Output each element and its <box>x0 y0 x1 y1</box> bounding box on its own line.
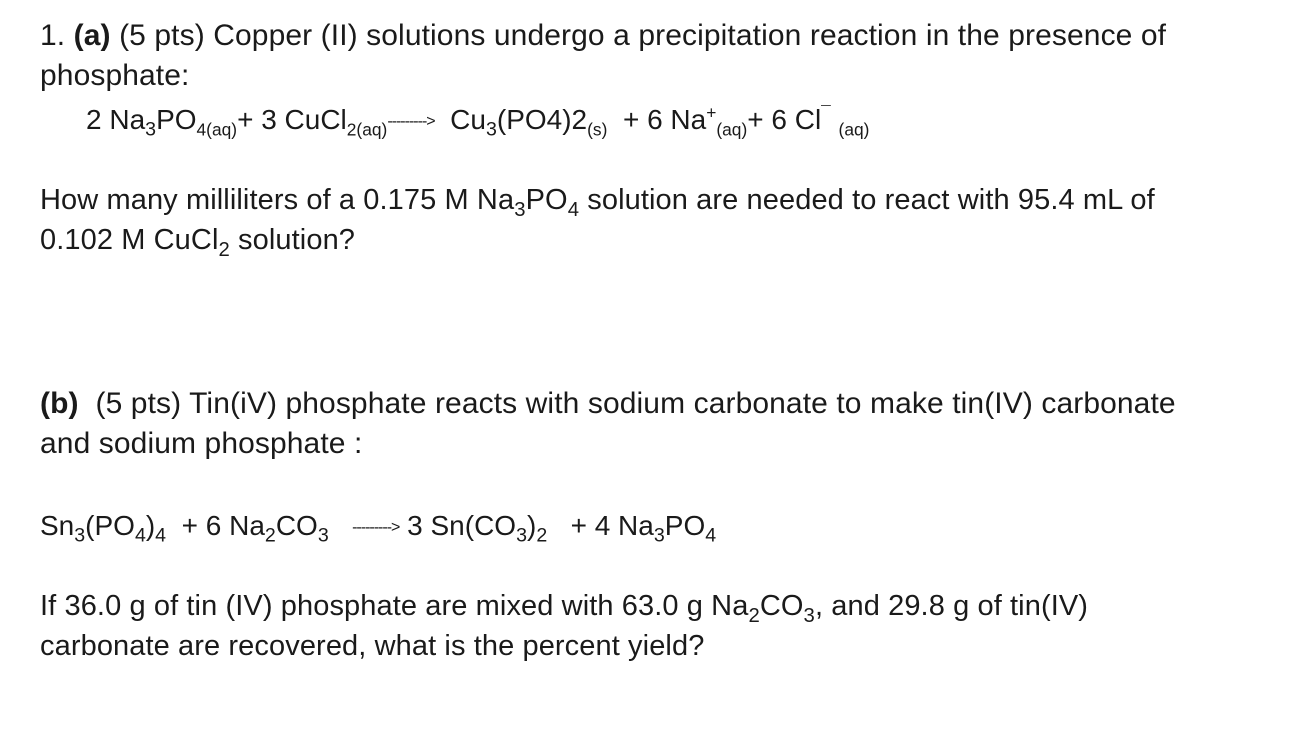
part-a-equation <box>86 100 869 145</box>
eq-b-r1-mid: (PO <box>85 510 135 541</box>
eq-b-r2-mid: CO <box>275 510 318 541</box>
eq-b-p2-mid: PO <box>664 510 706 541</box>
q-a-text-post: solution are needed to react with 95.4 mL of <box>579 184 1155 216</box>
q-b-text: If 36.0 g of tin (IV) phosphate are mixed with 63.0 g Na <box>40 590 749 622</box>
part-a-question-line1 <box>40 180 1155 220</box>
eq-b-r1-end: ) <box>145 510 156 541</box>
part-a-intro-text2: phosphate: <box>40 59 190 92</box>
eq-a-po: PO <box>156 104 197 135</box>
part-b-points: (5 pts) <box>95 387 182 420</box>
part-a-intro-text: Copper (II) solutions undergo a precipitation reaction in the presence of <box>213 19 1167 52</box>
eq-a-sub: 4(aq) <box>196 119 238 140</box>
eq-a-reactant1: 2 Na <box>86 104 146 135</box>
q-a-text: How many milliliters of a 0.175 M Na <box>40 184 515 216</box>
problem-number: 1. <box>40 19 66 52</box>
eq-b-sub: 4 <box>155 524 167 547</box>
eq-b-p1-end: ) <box>527 510 537 541</box>
part-b-equation <box>40 506 716 551</box>
part-b-question-line1 <box>40 586 1088 626</box>
eq-a-sub: 3 <box>145 118 157 141</box>
eq-b-sub: 3 <box>317 524 329 547</box>
part-b-intro-text: Tin(iV) phosphate reacts with sodium carbonate to make tin(IV) carbonate <box>189 387 1176 420</box>
q-a-text2: 0.102 M CuCl <box>40 224 219 256</box>
q-b-mid: CO <box>759 590 804 622</box>
eq-b-product1: 3 Sn(CO <box>407 510 517 541</box>
eq-b-sub: 3 <box>653 524 665 547</box>
eq-b-sub: 4 <box>705 524 717 547</box>
part-a-intro-line2 <box>40 56 189 96</box>
q-a-po: PO <box>525 184 568 216</box>
eq-a-sup: + <box>706 102 717 123</box>
eq-b-sub: 4 <box>134 524 146 547</box>
part-a-question-line2 <box>40 220 355 260</box>
eq-b-sub: 3 <box>74 524 86 547</box>
eq-a-product1-mid: (PO4)2 <box>496 104 588 135</box>
part-b-intro-line2 <box>40 424 362 464</box>
eq-b-sub: 2 <box>536 524 548 547</box>
q-a-sub: 4 <box>567 198 580 221</box>
part-b-question-line2 <box>40 626 704 666</box>
q-a-text2-post: solution? <box>229 224 356 256</box>
eq-b-reactant2: + 6 Na <box>181 510 265 541</box>
eq-a-sub: (aq) <box>716 119 748 140</box>
part-a-label: (a) <box>73 19 111 52</box>
eq-a-product1: Cu <box>450 104 486 135</box>
eq-a-reactant2: + 3 CuCl <box>237 104 347 135</box>
eq-a-sub: (aq) <box>838 119 870 140</box>
part-a-points: (5 pts) <box>119 19 205 52</box>
eq-a-sub: (s) <box>587 119 608 140</box>
q-b-text2: carbonate are recovered, what is the percent yield? <box>40 630 705 662</box>
eq-a-arrow: ---------> <box>387 113 435 130</box>
eq-b-sub: 2 <box>264 524 276 547</box>
eq-a-sub: 2(aq) <box>346 119 388 140</box>
part-b-intro-line1 <box>40 384 1176 424</box>
eq-a-sub: 3 <box>485 118 497 141</box>
eq-b-arrow: ---------> <box>352 519 400 536</box>
part-a-intro-line1 <box>40 16 1166 56</box>
eq-a-product2: + 6 Na <box>622 104 707 135</box>
q-b-text-post: , and 29.8 g of tin(IV) <box>814 590 1089 622</box>
eq-b-reactant1: Sn <box>40 510 75 541</box>
q-a-sub: 3 <box>514 198 526 221</box>
part-b-intro-text2: and sodium phosphate : <box>40 427 363 460</box>
q-a-sub: 2 <box>218 238 230 261</box>
eq-a-sup: ¯ <box>821 102 831 123</box>
q-b-sub: 3 <box>803 604 815 627</box>
part-b-label: (b) <box>40 387 79 420</box>
eq-b-sub: 3 <box>516 524 527 547</box>
eq-a-product3: + 6 Cl <box>747 104 822 135</box>
q-b-sub: 2 <box>748 604 760 627</box>
eq-b-product2: + 4 Na <box>570 510 654 541</box>
